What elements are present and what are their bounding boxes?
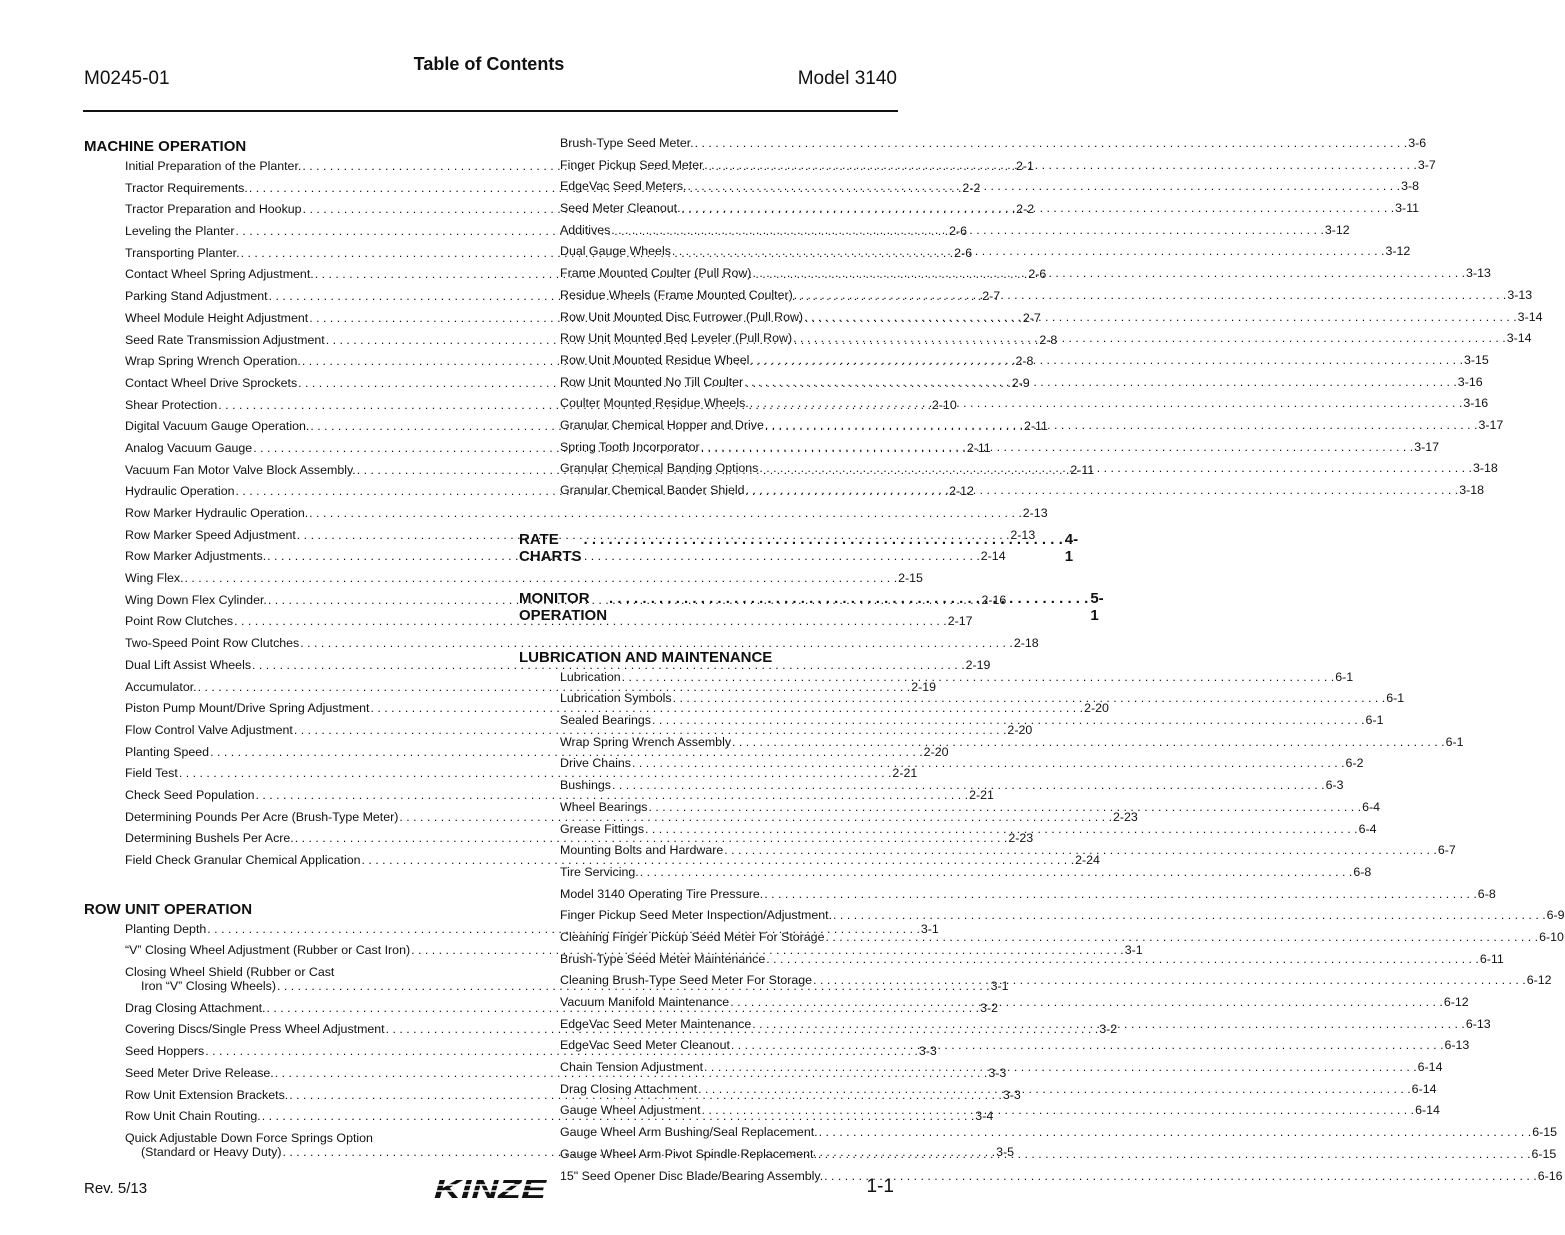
entry-page: 3-3 bbox=[1002, 1087, 1021, 1102]
entry-label: Parking Stand Adjustment bbox=[125, 289, 268, 304]
entry-label-continued: Iron “V” Closing Wheels) bbox=[141, 979, 276, 994]
dot-leader bbox=[765, 418, 1478, 432]
entry-label: Brush-Type Seed Meter Maintenance bbox=[560, 951, 766, 966]
entry-label: Vacuum Manifold Maintenance bbox=[560, 995, 730, 1009]
entry-label: Seed Meter Drive Release. bbox=[125, 1065, 274, 1080]
dot-leader bbox=[746, 483, 1459, 497]
entry-label: Field Check Granular Chemical Application bbox=[125, 853, 361, 867]
entry-page: 6-14 bbox=[1411, 1081, 1437, 1096]
toc-entry[interactable] bbox=[84, 809, 1138, 824]
entry-label: Tire Servicing. bbox=[560, 864, 639, 879]
entry-label: Closing Wheel Shield (Rubber or Cast bbox=[125, 965, 335, 980]
entry-label: Wrap Spring Wrench Assembly bbox=[560, 734, 732, 749]
entry-label: Wing Down Flex Cylinder. bbox=[125, 592, 267, 607]
entry-label: Tractor Requirements. bbox=[125, 180, 248, 195]
entry-label: Accumulator. bbox=[125, 679, 197, 694]
entry-page: 3-16 bbox=[1463, 396, 1489, 411]
dot-leader bbox=[632, 756, 1345, 770]
entry-page: 2-7 bbox=[982, 289, 1001, 304]
entry-label: EdgeVac Seed Meter Maintenance bbox=[560, 1016, 752, 1031]
entry-page: 3-12 bbox=[1324, 222, 1350, 237]
entry-page: 2-20 bbox=[923, 744, 949, 759]
entry-page: 5-1 bbox=[1090, 589, 1104, 624]
entry-label: Seed Rate Transmission Adjustment bbox=[125, 332, 325, 347]
toc-entry[interactable] bbox=[519, 1125, 1558, 1140]
entry-page: 2-16 bbox=[981, 592, 1007, 607]
dot-leader bbox=[612, 778, 1325, 792]
entry-label: Grease Fittings bbox=[560, 821, 645, 836]
entry-page: 2-6 bbox=[949, 224, 968, 239]
entry-page: 2-20 bbox=[1007, 722, 1033, 737]
entry-label: Frame Mounted Coulter (Pull Row) bbox=[560, 266, 752, 281]
section-spacer bbox=[519, 624, 896, 649]
entry-page: 6-14 bbox=[1417, 1060, 1443, 1075]
entry-label: Seed Hoppers bbox=[125, 1044, 205, 1059]
entry-label: Hydraulic Operation bbox=[125, 484, 235, 499]
entry-label: Row Marker Adjustments. bbox=[125, 549, 267, 564]
entry-label: EdgeVac Seed Meter Cleanout bbox=[560, 1038, 730, 1053]
toc-entry[interactable] bbox=[519, 778, 1344, 793]
entry-page: 3-18 bbox=[1459, 483, 1484, 497]
entry-page: 4-1 bbox=[1064, 530, 1079, 565]
entry-page: 3-16 bbox=[1457, 374, 1483, 389]
entry-label: Digital Vacuum Gauge Operation. bbox=[125, 419, 310, 434]
entry-page: 2-17 bbox=[947, 614, 973, 629]
toc-entry[interactable] bbox=[84, 549, 1006, 564]
entry-page: 3-17 bbox=[1478, 417, 1504, 432]
entry-page: 6-12 bbox=[1443, 995, 1469, 1009]
entry-page: 2-12 bbox=[949, 484, 974, 499]
toc-entry[interactable] bbox=[84, 787, 994, 802]
entry-label: Drive Chains bbox=[560, 756, 631, 771]
entry-page: 6-11 bbox=[1479, 951, 1504, 966]
dot-leader bbox=[702, 1103, 1415, 1117]
entry-page: 6-8 bbox=[1353, 864, 1372, 879]
entry-label: Granular Chemical Banding Options bbox=[560, 461, 759, 476]
toc-entry[interactable] bbox=[519, 669, 1354, 684]
toc-entry[interactable] bbox=[84, 853, 1100, 867]
dot-leader bbox=[744, 375, 1457, 389]
entry-page: 6-15 bbox=[1532, 1125, 1558, 1140]
entry-page: 2-11 bbox=[1070, 462, 1095, 477]
entry-label: Cleaning Brush-Type Seed Meter For Storage bbox=[560, 973, 813, 988]
entry-label: Determining Pounds Per Acre (Brush-Type Meter) bbox=[125, 809, 399, 824]
dot-leader bbox=[813, 973, 1526, 987]
entry-label: EdgeVac Seed Meters. bbox=[560, 179, 687, 194]
entry-label: Wheel Bearings bbox=[560, 799, 648, 814]
entry-label: Granular Chemical Bander Shield bbox=[560, 483, 745, 497]
entry-page: 3-2 bbox=[980, 1000, 999, 1015]
dot-leader bbox=[752, 1017, 1465, 1031]
dot-leader bbox=[766, 952, 1479, 966]
toc-entry[interactable] bbox=[84, 614, 973, 629]
entry-page: 6-1 bbox=[1365, 713, 1384, 728]
dot-leader bbox=[732, 735, 1445, 749]
entry-page: 3-7 bbox=[1417, 157, 1436, 172]
entry-page: 3-8 bbox=[1401, 179, 1420, 194]
toc-entry[interactable] bbox=[84, 722, 1033, 737]
entry-label: Covering Discs/Single Press Wheel Adjustment bbox=[125, 1022, 385, 1037]
entry-label: Contact Wheel Spring Adjustment. bbox=[125, 267, 314, 282]
entry-page: 2-13 bbox=[1022, 506, 1048, 520]
entry-page: 6-2 bbox=[1345, 756, 1364, 771]
entry-label: Model 3140 Operating Tire Pressure. bbox=[560, 886, 764, 901]
entry-page: 3-1 bbox=[920, 921, 939, 936]
entry-page: 2-6 bbox=[1028, 267, 1047, 282]
entry-label: Drag Closing Attachment. bbox=[125, 1000, 266, 1015]
entry-page: 3-14 bbox=[1506, 331, 1532, 346]
dot-leader bbox=[704, 158, 1417, 172]
entry-label: Cleaning Finger Pickup Seed Meter For Storage bbox=[560, 929, 825, 944]
entry-label: Chain Tension Adjustment bbox=[560, 1060, 704, 1075]
entry-page: 6-10 bbox=[1539, 929, 1564, 944]
toc-entry[interactable] bbox=[84, 527, 1036, 542]
entry-page: 6-14 bbox=[1415, 1103, 1440, 1118]
entry-label: Check Seed Population bbox=[125, 787, 255, 802]
toc-entry[interactable] bbox=[519, 734, 1464, 749]
dot-leader bbox=[682, 201, 1395, 215]
entry-page: 6-16 bbox=[1537, 1168, 1563, 1183]
dot-leader bbox=[584, 531, 1063, 548]
entry-page: 2-8 bbox=[1015, 354, 1034, 369]
entry-page: 3-13 bbox=[1466, 266, 1491, 281]
entry-label: Shear Protection bbox=[125, 397, 218, 412]
entry-page: 2-21 bbox=[969, 787, 994, 802]
toc-entry[interactable] bbox=[84, 943, 1143, 958]
entry-label: Contact Wheel Drive Sprockets bbox=[125, 375, 298, 390]
entry-page: 6-1 bbox=[1386, 691, 1405, 706]
entry-page: 3-1 bbox=[1124, 943, 1143, 958]
entry-label: “V” Closing Wheel Adjustment (Rubber or Cast Iron) bbox=[125, 943, 411, 958]
entry-page: 2-7 bbox=[1022, 310, 1041, 325]
entry-label: Dual Lift Assist Wheels bbox=[125, 657, 252, 672]
entry-page: 3-4 bbox=[975, 1109, 994, 1124]
entry-label: Wheel Module Height Adjustment bbox=[125, 310, 309, 325]
dot-leader bbox=[750, 353, 1463, 367]
entry-label: Quick Adjustable Down Force Springs Option bbox=[125, 1130, 373, 1145]
entry-page: 2-11 bbox=[1023, 419, 1048, 434]
toc-entry[interactable] bbox=[519, 756, 1364, 771]
entry-page: 2-1 bbox=[1015, 159, 1034, 173]
dot-leader bbox=[652, 713, 1365, 727]
entry-label: Sealed Bearings bbox=[560, 713, 651, 728]
entry-label: Gauge Wheel Arm Pivot Spindle Replacement. bbox=[560, 1146, 817, 1161]
section-title: LUBRICATION AND MAINTENANCE bbox=[519, 648, 773, 666]
entry-page: 3-11 bbox=[1395, 201, 1420, 216]
entry-label: Analog Vacuum Gauge bbox=[125, 440, 253, 455]
entry-label: Transporting Planter. bbox=[125, 245, 240, 260]
entry-label: Row Unit Chain Routing. bbox=[125, 1109, 261, 1124]
toc-entry[interactable] bbox=[519, 929, 1564, 944]
dot-leader bbox=[622, 670, 1335, 684]
entry-page: 3-17 bbox=[1414, 439, 1440, 454]
entry-page: 3-14 bbox=[1517, 309, 1543, 324]
entry-page: 2-2 bbox=[1016, 202, 1035, 217]
dot-leader bbox=[804, 310, 1517, 324]
entry-label: Lubrication Symbols bbox=[560, 691, 672, 706]
dot-leader bbox=[645, 822, 1358, 836]
toc-entry[interactable] bbox=[84, 679, 937, 694]
entry-page: 2-14 bbox=[980, 549, 1006, 564]
entry-label: Seed Meter Cleanout. bbox=[560, 201, 681, 216]
entry-label: Row Marker Speed Adjustment bbox=[125, 527, 296, 542]
entry-page: 3-13 bbox=[1507, 287, 1533, 302]
entry-page: 2-21 bbox=[892, 766, 918, 781]
dot-leader bbox=[793, 331, 1506, 345]
dot-leader bbox=[825, 930, 1538, 944]
toc-entry[interactable] bbox=[519, 799, 1380, 814]
toc-entry[interactable] bbox=[84, 921, 939, 936]
toc-entry[interactable] bbox=[519, 908, 1565, 923]
entry-page: 3-6 bbox=[1408, 136, 1427, 150]
entry-page: 2-9 bbox=[1011, 375, 1030, 390]
entry-label: Wrap Spring Wrench Operation. bbox=[125, 354, 301, 369]
dot-leader bbox=[695, 136, 1408, 150]
entry-page: 2-11 bbox=[966, 440, 991, 455]
dot-leader bbox=[824, 1169, 1537, 1183]
toc-entry[interactable] bbox=[84, 571, 923, 586]
toc-entry[interactable] bbox=[84, 636, 1039, 651]
entry-label: Mounting Bolts and Hardware bbox=[560, 843, 724, 858]
entry-label: Tractor Preparation and Hookup bbox=[125, 202, 302, 217]
entry-label: Vacuum Fan Motor Valve Block Assembly. bbox=[125, 462, 356, 477]
section-spacer bbox=[84, 875, 462, 901]
entry-page: 2-24 bbox=[1075, 853, 1100, 867]
entry-label: Finger Pickup Seed Meter Inspection/Adjustment. bbox=[560, 908, 833, 923]
dot-leader bbox=[698, 1082, 1411, 1096]
toc-entry[interactable] bbox=[519, 713, 1384, 728]
document-number: M0245-01 bbox=[84, 68, 170, 89]
dot-leader bbox=[609, 590, 1088, 607]
dot-leader bbox=[750, 396, 1463, 410]
entry-label: Gauge Wheel Adjustment bbox=[560, 1103, 701, 1118]
logo-wordmark: KINZE bbox=[434, 1174, 547, 1204]
entry-label: Spring Tooth Incorporator bbox=[560, 439, 700, 454]
entry-page: 6-12 bbox=[1526, 973, 1552, 988]
dot-leader bbox=[730, 995, 1443, 1009]
entry-label: Determining Bushels Per Acre. bbox=[125, 831, 294, 846]
entry-page: 2-2 bbox=[962, 180, 981, 195]
entry-label: Row Unit Mounted Disc Furrower (Pull Row) bbox=[560, 309, 804, 324]
dot-leader bbox=[818, 1144, 1531, 1161]
entry-label: RATE CHARTS bbox=[519, 530, 582, 565]
entry-page: 2-23 bbox=[1113, 809, 1138, 824]
entry-page: 3-5 bbox=[996, 1144, 1015, 1159]
entry-page: 6-9 bbox=[1546, 908, 1565, 923]
entry-page: 2-23 bbox=[1008, 831, 1034, 846]
dot-leader bbox=[648, 800, 1361, 814]
entry-page: 2-8 bbox=[1039, 332, 1058, 347]
entry-label: Additives bbox=[560, 222, 611, 237]
dot-leader bbox=[673, 691, 1386, 705]
header-divider bbox=[83, 110, 898, 112]
dot-leader bbox=[724, 843, 1437, 857]
dot-leader bbox=[704, 1060, 1417, 1074]
entry-page: 3-15 bbox=[1464, 352, 1489, 367]
entry-page: 6-8 bbox=[1477, 886, 1496, 901]
dot-leader bbox=[701, 440, 1414, 454]
entry-label: Two-Speed Point Row Clutches bbox=[125, 636, 300, 651]
entry-page: 3-1 bbox=[990, 979, 1009, 994]
entry-page: 3-12 bbox=[1385, 244, 1411, 259]
entry-page: 6-4 bbox=[1358, 821, 1377, 836]
entry-page: 2-20 bbox=[1084, 701, 1109, 716]
toc-entry[interactable] bbox=[519, 886, 1496, 901]
dot-leader bbox=[688, 179, 1401, 193]
page-title: Table of Contents bbox=[413, 54, 565, 74]
entry-label: Row Unit Mounted Residue Wheel bbox=[560, 352, 750, 367]
toc-entry[interactable] bbox=[84, 592, 1007, 607]
entry-page: 3-3 bbox=[918, 1044, 937, 1059]
toc-entry[interactable] bbox=[519, 691, 1405, 706]
entry-label: Lubrication bbox=[560, 669, 621, 684]
toc-entry[interactable] bbox=[519, 821, 1377, 836]
dot-leader bbox=[833, 908, 1546, 922]
entry-label: Row Unit Mounted Bed Leveler (Pull Row) bbox=[560, 331, 793, 346]
entry-label: Flow Control Valve Adjustment bbox=[125, 722, 293, 737]
toc-entry[interactable] bbox=[84, 766, 918, 781]
entry-page: 2-18 bbox=[1013, 636, 1039, 651]
toc-entry[interactable] bbox=[84, 831, 1034, 846]
toc-entry[interactable] bbox=[84, 744, 949, 759]
entry-page: 6-13 bbox=[1444, 1038, 1470, 1053]
dot-leader bbox=[731, 1038, 1444, 1052]
page-number: 1-1 bbox=[866, 1176, 894, 1197]
entry-label: Field Test bbox=[125, 766, 178, 781]
entry-page: 2-13 bbox=[1010, 527, 1036, 542]
entry-label: Granular Chemical Hopper and Drive bbox=[560, 417, 764, 432]
section-spacer bbox=[519, 565, 896, 590]
entry-page: 3-18 bbox=[1472, 461, 1498, 476]
entry-label-continued: (Standard or Heavy Duty) bbox=[141, 1144, 282, 1159]
section-title: ROW UNIT OPERATION bbox=[84, 900, 253, 918]
entry-label: Gauge Wheel Arm Bushing/Seal Replacement. bbox=[560, 1125, 818, 1140]
entry-page: 6-3 bbox=[1325, 778, 1344, 793]
kinze-logo bbox=[430, 1174, 550, 1204]
dot-leader bbox=[819, 1125, 1532, 1139]
dot-leader bbox=[640, 865, 1353, 879]
entry-label: Brush-Type Seed Meter. bbox=[560, 136, 694, 150]
entry-label: MONITOR OPERATION bbox=[519, 589, 608, 624]
entry-page: 6-15 bbox=[1531, 1146, 1557, 1161]
entry-page: 6-4 bbox=[1362, 799, 1380, 814]
entry-label: Leveling the Planter bbox=[125, 224, 235, 239]
dot-leader bbox=[794, 288, 1507, 302]
entry-label: Row Unit Mounted No Till Coulter bbox=[560, 374, 744, 389]
entry-label: Coulter Mounted Residue Wheels. bbox=[560, 396, 749, 411]
entry-page: 3-2 bbox=[1099, 1022, 1118, 1037]
entry-page: 3-3 bbox=[988, 1065, 1007, 1080]
dot-leader bbox=[764, 887, 1477, 901]
entry-label: Drag Closing Attachment bbox=[560, 1081, 698, 1096]
toc-entry[interactable] bbox=[519, 843, 1456, 858]
toc-entry[interactable] bbox=[84, 506, 1048, 520]
entry-label: Finger Pickup Seed Meter bbox=[560, 157, 704, 172]
entry-label: Planting Depth bbox=[125, 921, 207, 936]
entry-label: Piston Pump Mount/Drive Spring Adjustment bbox=[125, 701, 370, 716]
toc-entry[interactable] bbox=[519, 1168, 1563, 1183]
entry-page: 2-15 bbox=[898, 571, 923, 586]
entry-page: 2-19 bbox=[911, 679, 937, 694]
toc-entry[interactable] bbox=[519, 864, 1372, 879]
entry-page: 2-10 bbox=[931, 397, 957, 412]
entry-page: 6-1 bbox=[1445, 734, 1464, 749]
section-title: MACHINE OPERATION bbox=[84, 138, 247, 155]
dot-leader bbox=[759, 461, 1472, 475]
dot-leader bbox=[611, 223, 1324, 237]
entry-label: Dual Gauge Wheels bbox=[560, 244, 671, 259]
entry-label: Planting Speed bbox=[125, 744, 210, 759]
toc-entry[interactable] bbox=[519, 136, 1427, 150]
dot-leader bbox=[752, 266, 1465, 280]
entry-page: 6-13 bbox=[1465, 1016, 1491, 1031]
entry-label: 15" Seed Opener Disc Blade/Bearing Assembly. bbox=[560, 1168, 824, 1183]
entry-label: Point Row Clutches bbox=[125, 614, 234, 629]
toc-entry[interactable] bbox=[84, 701, 1109, 716]
entry-label: Initial Preparation of the Planter. bbox=[125, 159, 302, 173]
dot-leader bbox=[672, 244, 1385, 258]
entry-page: 2-6 bbox=[954, 245, 973, 260]
entry-label: Wing Flex. bbox=[125, 571, 184, 586]
entry-page: 6-1 bbox=[1335, 669, 1354, 684]
section-spacer bbox=[519, 505, 896, 531]
entry-label: Row Unit Extension Brackets. bbox=[125, 1087, 289, 1102]
revision-date: Rev. 5/13 bbox=[84, 1180, 148, 1197]
model-name: Model 3140 bbox=[797, 68, 897, 89]
entry-label: Bushings bbox=[560, 778, 611, 793]
toc-entry[interactable] bbox=[519, 951, 1504, 966]
entry-page: 2-19 bbox=[965, 657, 991, 672]
entry-page: 6-7 bbox=[1437, 843, 1456, 858]
entry-label: Residue Wheels (Frame Mounted Coulter) bbox=[560, 287, 793, 302]
entry-label: Row Marker Hydraulic Operation. bbox=[125, 506, 309, 520]
